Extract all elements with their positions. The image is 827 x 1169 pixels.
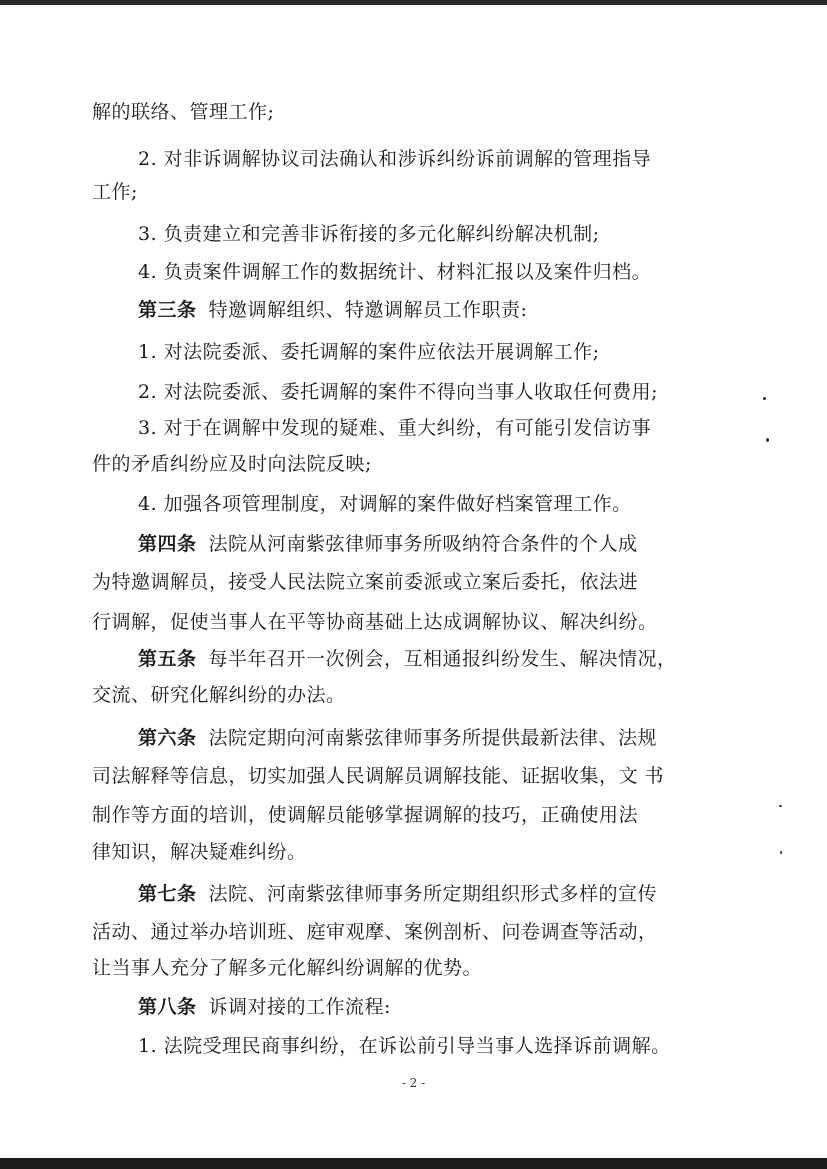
body-line: 1. 法院受理民商事纠纷，在诉讼前引导当事人选择诉前调解。 xyxy=(138,1035,671,1057)
article-heading: 第三条 xyxy=(138,299,197,321)
body-line: 为特邀调解员，接受人民法院立案前委派或立案后委托，依法进 xyxy=(92,571,639,593)
body-line: 4. 负责案件调解工作的数据统计、材料汇报以及案件归档。 xyxy=(138,261,652,283)
article-heading: 第六条 xyxy=(138,727,197,749)
page-number: - 2 - xyxy=(401,1076,426,1090)
body-line: 工作; xyxy=(92,181,138,203)
body-line: 交流、研究化解纠纷的办法。 xyxy=(92,684,346,706)
article-line: 第七条 法院、河南紫弦律师事务所定期组织形式多样的宣传 xyxy=(138,883,658,905)
body-line: 2. 对非诉调解协议司法确认和涉诉纠纷诉前调解的管理指导 xyxy=(138,148,652,170)
article-line: 第五条 每半年召开一次例会，互相通报纠纷发生、解决情况， xyxy=(138,648,677,670)
body-line: 2. 对法院委派、委托调解的案件不得向当事人收取任何费用; xyxy=(138,381,659,403)
article-line: 第四条 法院从河南紫弦律师事务所吸纳符合条件的个人成 xyxy=(138,533,638,555)
scan-speck xyxy=(763,397,766,400)
body-line: 4. 加强各项管理制度，对调解的案件做好档案管理工作。 xyxy=(138,493,632,515)
body-line: 件的矛盾纠纷应及时向法院反映; xyxy=(92,453,372,475)
body-line: 活动、通过举办培训班、庭审观摩、案例剖析、问卷调查等活动， xyxy=(92,921,658,943)
scan-speck xyxy=(766,438,769,442)
scan-speck xyxy=(779,805,782,807)
article-heading: 第四条 xyxy=(138,533,197,555)
body-line: 3. 负责建立和完善非诉衔接的多元化解纠纷解决机制; xyxy=(138,223,600,245)
article-line: 第三条 特邀调解组织、特邀调解员工作职责: xyxy=(138,299,528,321)
body-line: 行调解，促使当事人在平等协商基础上达成调解协议、解决纠纷。 xyxy=(92,611,658,633)
body-line: 制作等方面的培训，使调解员能够掌握调解的技巧，正确使用法 xyxy=(92,804,639,826)
article-line: 第六条 法院定期向河南紫弦律师事务所提供最新法律、法规 xyxy=(138,727,658,749)
article-heading: 第八条 xyxy=(138,996,197,1018)
article-heading: 第七条 xyxy=(138,883,197,905)
body-line: 司法解释等信息，切实加强人民调解员调解技能、证据收集，文 书 xyxy=(92,765,665,787)
body-line: 解的联络、管理工作; xyxy=(92,101,275,123)
scan-speck xyxy=(780,851,782,854)
scan-border-bottom xyxy=(0,1158,827,1169)
body-line: 3. 对于在调解中发现的疑难、重大纠纷，有可能引发信访事 xyxy=(138,417,652,439)
article-heading: 第五条 xyxy=(138,648,197,670)
body-line: 让当事人充分了解多元化解纠纷调解的优势。 xyxy=(92,957,483,979)
article-line: 第八条 诉调对接的工作流程: xyxy=(138,996,391,1018)
body-line: 1. 对法院委派、委托调解的案件应依法开展调解工作; xyxy=(138,341,600,363)
body-line: 律知识，解决疑难纠纷。 xyxy=(92,841,307,863)
